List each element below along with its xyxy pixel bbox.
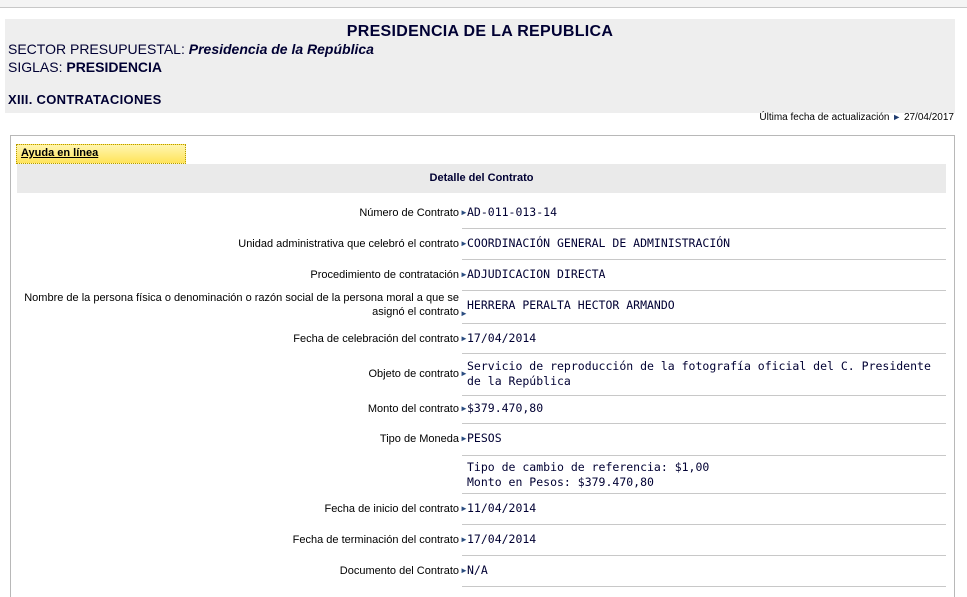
detail-row (17, 556, 946, 587)
row-value: ADJUDICACION DIRECTA (467, 267, 606, 281)
arrow-right-icon: ► (460, 208, 468, 217)
help-button[interactable] (16, 144, 186, 164)
detail-row (17, 324, 946, 354)
arrow-right-icon: ► (460, 270, 468, 279)
help-link[interactable]: Ayuda en línea (21, 147, 99, 159)
row-value: $379.470,80 (467, 401, 544, 415)
row-value: 17/04/2014 (467, 331, 537, 345)
contract-panel (10, 135, 955, 597)
arrow-right-icon: ► (460, 369, 468, 378)
update-date: 27/04/2017 (903, 112, 954, 123)
detail-row (17, 229, 946, 260)
arrow-right-icon: ► (460, 566, 468, 575)
detail-row (17, 424, 946, 456)
detail-header: Detalle del Contrato (17, 164, 946, 193)
section-title: XIII. CONTRATACIONES (8, 92, 162, 107)
row-value: 17/04/2014 (467, 532, 537, 546)
row-divider (462, 586, 946, 587)
row-label: Nombre de la persona física o denominación o razón social de la persona moral a que se asignó el contrato (24, 292, 459, 318)
update-info (759, 112, 954, 123)
row-value: HERRERA PERALTA HECTOR ARMANDO (467, 298, 675, 312)
update-label: Última fecha de actualización (759, 112, 890, 123)
sector-label: SECTOR PRESUPUESTAL: (8, 41, 185, 57)
top-border (0, 0, 967, 8)
siglas-line (8, 59, 162, 75)
page-header (5, 19, 955, 113)
detail-row (17, 354, 946, 396)
detail-row (17, 396, 946, 424)
exchange-rate: Tipo de cambio de referencia: $1,00 (467, 460, 710, 474)
row-value: 11/04/2014 (467, 501, 537, 515)
arrow-right-icon: ► (460, 309, 468, 318)
detail-row (17, 291, 946, 324)
row-label: Fecha de celebración del contrato (293, 333, 459, 345)
arrow-right-icon: ► (460, 239, 468, 248)
arrow-right-icon: ► (460, 535, 468, 544)
row-label: Número de Contrato (359, 207, 459, 219)
row-label: Tipo de Moneda (379, 433, 459, 445)
row-label: Unidad administrativa que celebró el contrato (238, 238, 459, 250)
sector-value: Presidencia de la República (188, 41, 374, 57)
siglas-label: SIGLAS: (8, 59, 63, 75)
row-value: AD-011-013-14 (467, 205, 558, 219)
row-value: N/A (467, 563, 488, 577)
sector-line (8, 41, 374, 57)
row-label: Fecha de terminación del contrato (292, 534, 459, 546)
detail-row (17, 525, 946, 556)
detail-row (17, 198, 946, 229)
arrow-right-icon: ► (460, 434, 468, 443)
row-value: PESOS (467, 431, 502, 445)
row-label: Procedimiento de contratación (310, 269, 459, 281)
amount-in-pesos: Monto en Pesos: $379.470,80 (467, 475, 654, 489)
detail-row (17, 494, 946, 525)
page-title: PRESIDENCIA DE LA REPUBLICA (346, 23, 614, 40)
arrow-right-icon: ► (460, 334, 468, 343)
siglas-value: PRESIDENCIA (66, 59, 163, 75)
row-label: Monto del contrato (367, 403, 459, 415)
arrow-right-icon: ► (460, 504, 468, 513)
row-value: Servicio de reproducción de la fotografía oficial del C. Presidente de la República (467, 359, 931, 388)
row-label: Fecha de inicio del contrato (324, 503, 459, 515)
detail-row (17, 260, 946, 291)
row-label: Objeto de contrato (368, 368, 459, 380)
arrow-right-icon: ► (460, 404, 468, 413)
arrow-right-icon: ► (892, 112, 902, 122)
row-label: Documento del Contrato (339, 565, 459, 577)
detail-row (17, 456, 946, 494)
row-value: COORDINACIÓN GENERAL DE ADMINISTRACIÓN (467, 236, 731, 250)
